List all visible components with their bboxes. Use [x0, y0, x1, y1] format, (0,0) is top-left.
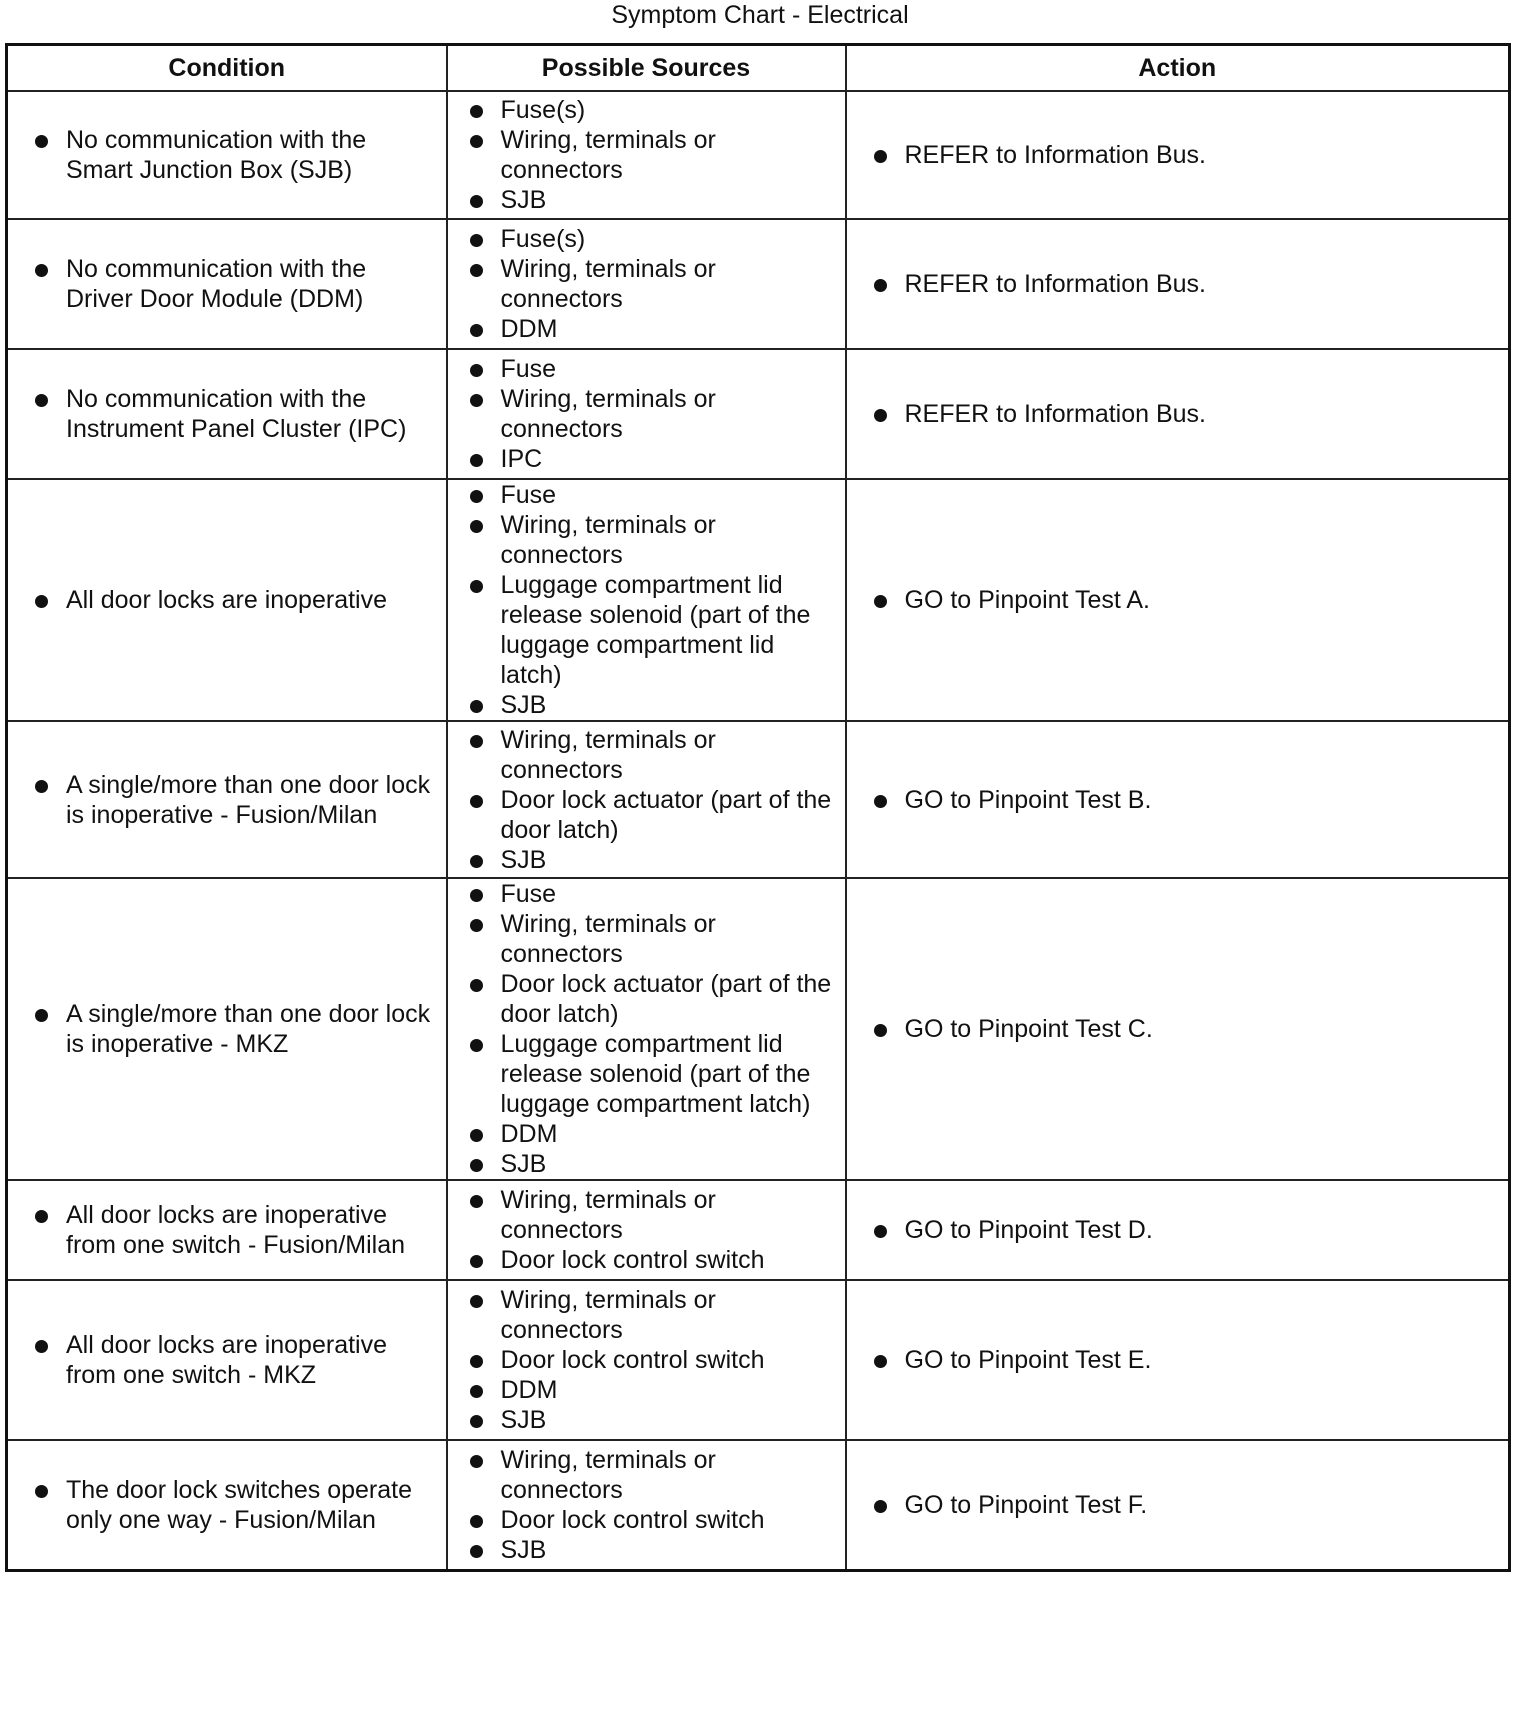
- action-cell: [846, 1440, 1510, 1570]
- list-item: Wiring, terminals or connectors: [501, 1445, 839, 1505]
- list-item: REFER to Information Bus.: [905, 140, 1501, 170]
- list-item: Wiring, terminals or connectors: [501, 725, 839, 785]
- condition-cell: [7, 91, 447, 219]
- bullet-list: [8, 1475, 446, 1535]
- list-item: GO to Pinpoint Test D.: [905, 1215, 1501, 1245]
- bullet-list: [8, 770, 446, 830]
- bullet-list: [8, 1200, 446, 1260]
- symptom-chart-table: [5, 43, 1511, 1572]
- bullet-list: [8, 585, 446, 615]
- list-item: Fuse(s): [501, 224, 839, 254]
- list-item: SJB: [501, 1405, 839, 1435]
- list-item: Fuse: [501, 480, 839, 510]
- bullet-list: [847, 1014, 1509, 1044]
- column-header-possible-sources: Possible Sources: [447, 45, 846, 92]
- list-item: GO to Pinpoint Test A.: [905, 585, 1501, 615]
- condition-cell: [7, 1280, 447, 1440]
- list-item: Door lock control switch: [501, 1245, 839, 1275]
- bullet-list: [8, 999, 446, 1059]
- bullet-list: [448, 224, 845, 344]
- bullet-list: [448, 480, 845, 720]
- list-item: Wiring, terminals or connectors: [501, 1185, 839, 1245]
- action-cell: [846, 349, 1510, 479]
- table-row: [7, 878, 1510, 1180]
- list-item: A single/more than one door lock is inoperative - MKZ: [66, 999, 438, 1059]
- action-cell: [846, 219, 1510, 349]
- list-item: Door lock control switch: [501, 1345, 839, 1375]
- table-row: [7, 91, 1510, 219]
- bullet-list: [8, 254, 446, 314]
- list-item: DDM: [501, 314, 839, 344]
- list-item: SJB: [501, 185, 839, 215]
- list-item: All door locks are inoperative: [66, 585, 438, 615]
- condition-cell: [7, 349, 447, 479]
- bullet-list: [847, 1215, 1509, 1245]
- table-row: [7, 721, 1510, 878]
- list-item: A single/more than one door lock is inoperative - Fusion/Milan: [66, 770, 438, 830]
- bullet-list: [847, 585, 1509, 615]
- possible-sources-cell: [447, 479, 846, 721]
- bullet-list: [448, 725, 845, 875]
- action-cell: [846, 1280, 1510, 1440]
- bullet-list: [8, 1330, 446, 1390]
- bullet-list: [8, 125, 446, 185]
- bullet-list: [448, 95, 845, 215]
- list-item: SJB: [501, 1149, 839, 1179]
- action-cell: [846, 878, 1510, 1180]
- possible-sources-cell: [447, 1180, 846, 1280]
- list-item: All door locks are inoperative from one switch - MKZ: [66, 1330, 438, 1390]
- bullet-list: [847, 1345, 1509, 1375]
- condition-cell: [7, 721, 447, 878]
- possible-sources-cell: [447, 878, 846, 1180]
- condition-cell: [7, 1440, 447, 1570]
- bullet-list: [448, 354, 845, 474]
- list-item: IPC: [501, 444, 839, 474]
- list-item: Wiring, terminals or connectors: [501, 1285, 839, 1345]
- table-row: [7, 479, 1510, 721]
- table-row: [7, 1280, 1510, 1440]
- bullet-list: [448, 1185, 845, 1275]
- list-item: Fuse: [501, 354, 839, 384]
- list-item: REFER to Information Bus.: [905, 269, 1501, 299]
- list-item: Door lock control switch: [501, 1505, 839, 1535]
- page-title: Symptom Chart - Electrical: [611, 1, 909, 29]
- list-item: No communication with the Smart Junction Box (SJB): [66, 125, 438, 185]
- list-item: Fuse(s): [501, 95, 839, 125]
- list-item: GO to Pinpoint Test B.: [905, 785, 1501, 815]
- list-item: Door lock actuator (part of the door latch): [501, 785, 839, 845]
- list-item: REFER to Information Bus.: [905, 399, 1501, 429]
- list-item: Luggage compartment lid release solenoid (part of the luggage compartment lid latch): [501, 570, 839, 690]
- list-item: All door locks are inoperative from one switch - Fusion/Milan: [66, 1200, 438, 1260]
- condition-cell: [7, 219, 447, 349]
- list-item: Wiring, terminals or connectors: [501, 510, 839, 570]
- list-item: Wiring, terminals or connectors: [501, 125, 839, 185]
- bullet-list: [847, 399, 1509, 429]
- list-item: No communication with the Instrument Panel Cluster (IPC): [66, 384, 438, 444]
- list-item: GO to Pinpoint Test E.: [905, 1345, 1501, 1375]
- possible-sources-cell: [447, 1440, 846, 1570]
- list-item: DDM: [501, 1375, 839, 1405]
- bullet-list: [448, 1285, 845, 1435]
- possible-sources-cell: [447, 349, 846, 479]
- action-cell: [846, 721, 1510, 878]
- column-header-condition: Condition: [7, 45, 447, 92]
- list-item: SJB: [501, 1535, 839, 1565]
- table-body: [7, 91, 1510, 1570]
- condition-cell: [7, 878, 447, 1180]
- table-row: [7, 1180, 1510, 1280]
- possible-sources-cell: [447, 721, 846, 878]
- possible-sources-cell: [447, 91, 846, 219]
- bullet-list: [8, 384, 446, 444]
- condition-cell: [7, 479, 447, 721]
- list-item: No communication with the Driver Door Module (DDM): [66, 254, 438, 314]
- table-row: [7, 1440, 1510, 1570]
- list-item: Door lock actuator (part of the door latch): [501, 969, 839, 1029]
- list-item: DDM: [501, 1119, 839, 1149]
- list-item: GO to Pinpoint Test C.: [905, 1014, 1501, 1044]
- column-header-action: Action: [846, 45, 1510, 92]
- possible-sources-cell: [447, 219, 846, 349]
- action-cell: [846, 1180, 1510, 1280]
- list-item: The door lock switches operate only one way - Fusion/Milan: [66, 1475, 438, 1535]
- list-item: Wiring, terminals or connectors: [501, 384, 839, 444]
- bullet-list: [448, 1445, 845, 1565]
- possible-sources-cell: [447, 1280, 846, 1440]
- list-item: SJB: [501, 845, 839, 875]
- bullet-list: [847, 785, 1509, 815]
- bullet-list: [847, 1490, 1509, 1520]
- action-cell: [846, 91, 1510, 219]
- bullet-list: [847, 140, 1509, 170]
- table-row: [7, 349, 1510, 479]
- list-item: SJB: [501, 690, 839, 720]
- list-item: Fuse: [501, 879, 839, 909]
- list-item: Luggage compartment lid release solenoid (part of the luggage compartment latch): [501, 1029, 839, 1119]
- condition-cell: [7, 1180, 447, 1280]
- list-item: Wiring, terminals or connectors: [501, 909, 839, 969]
- header-row: [7, 45, 1510, 92]
- bullet-list: [847, 269, 1509, 299]
- action-cell: [846, 479, 1510, 721]
- list-item: Wiring, terminals or connectors: [501, 254, 839, 314]
- table-row: [7, 219, 1510, 349]
- list-item: GO to Pinpoint Test F.: [905, 1490, 1501, 1520]
- bullet-list: [448, 879, 845, 1179]
